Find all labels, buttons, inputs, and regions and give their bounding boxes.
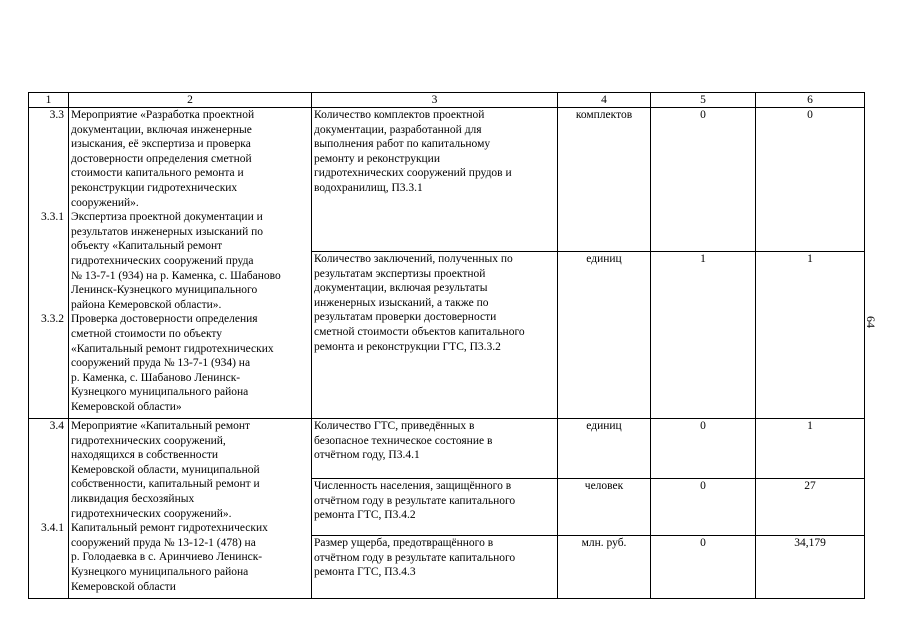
text-line: достоверности определения сметной <box>71 152 252 165</box>
text-line: сооружений». <box>71 196 139 209</box>
indicator-cell <box>312 536 558 599</box>
text-line: р. Голодаевка в с. Аринчиево Ленинск- <box>71 551 263 564</box>
value-cell: 0 <box>651 536 756 599</box>
text-line: Ленинск-Кузнецкого муниципального <box>71 284 258 297</box>
description-text <box>71 108 309 414</box>
text-line: гидротехнических сооружений пруда <box>71 254 254 267</box>
text-line: сметной стоимости объектов капитального <box>314 325 525 338</box>
header-cell: 4 <box>558 93 651 108</box>
value-cell: 34,179 <box>756 536 865 599</box>
text-line: отчётном году в результате капитального <box>314 551 516 564</box>
text-line: Экспертиза проектной документации и <box>71 211 263 224</box>
value-cell: 0 <box>651 108 756 252</box>
description-text <box>71 419 309 594</box>
text-line: сооружений пруда № 13-7-1 (934) на <box>71 357 251 370</box>
text-line: реконструкции гидротехнических <box>71 181 238 194</box>
indicator-cell <box>312 252 558 419</box>
value-cell: 0 <box>651 419 756 479</box>
indicator-text <box>314 252 555 354</box>
description-cell <box>69 419 312 599</box>
text-line: собственности, капитальный ремонт и <box>71 478 260 491</box>
header-cell: 6 <box>756 93 865 108</box>
text-line: Количество ГТС, приведённых в <box>314 420 475 432</box>
header-cell: 5 <box>651 93 756 108</box>
indicator-cell <box>312 108 558 252</box>
section-number: 3.4.1 <box>41 522 64 534</box>
text-line: стоимости капитального ремонта и <box>71 167 244 180</box>
text-line: сметной стоимости по объекту <box>71 327 223 340</box>
text-line: инженерных изысканий, а также по <box>314 296 489 309</box>
text-line: ремонта ГТС, П3.4.3 <box>314 566 416 579</box>
text-line: Капитальный ремонт гидротехнических <box>71 522 268 535</box>
indicator-text <box>314 108 555 196</box>
text-line: Кузнецкого муниципального района <box>71 386 249 399</box>
text-line: объекту «Капитальный ремонт <box>71 240 223 253</box>
unit-cell: человек <box>558 479 651 536</box>
text-line: изыскания, её экспертиза и проверка <box>71 138 251 151</box>
text-line: Проверка достоверности определения <box>71 313 258 326</box>
text-line: результатам экспертизы проектной <box>314 267 486 280</box>
unit-cell: единиц <box>558 419 651 479</box>
text-line: Мероприятие «Разработка проектной <box>71 109 255 121</box>
text-line: безопасное техническое состояние в <box>314 434 493 447</box>
text-line: Размер ущерба, предотвращённого в <box>314 537 494 549</box>
section-number-cell <box>29 419 69 599</box>
unit-cell: комплектов <box>558 108 651 252</box>
text-line: водохранилищ, П3.3.1 <box>314 181 423 194</box>
header-cell: 1 <box>29 93 69 108</box>
table-row <box>29 419 865 479</box>
text-line: Кузнецкого муниципального района <box>71 565 249 578</box>
page-number: 64 <box>864 316 878 328</box>
text-line: гидротехнических сооружений прудов и <box>314 167 512 180</box>
text-line: находящихся в собственности <box>71 449 219 462</box>
text-line: отчётном году, П3.4.1 <box>314 449 420 462</box>
value-cell: 27 <box>756 479 865 536</box>
section-number: 3.4 <box>49 420 64 432</box>
value-cell: 1 <box>651 252 756 419</box>
indicator-cell <box>312 479 558 536</box>
indicator-text <box>314 479 555 523</box>
text-line: документации, включая инженерные <box>71 123 252 136</box>
section-number: 3.3.2 <box>41 313 64 325</box>
text-line: гидротехнических сооружений, <box>71 434 226 447</box>
text-line: гидротехнических сооружений». <box>71 507 232 520</box>
header-cell: 3 <box>312 93 558 108</box>
text-line: Кемеровской области <box>71 580 176 593</box>
text-line: № 13-7-1 (934) на р. Каменка, с. Шабаново <box>71 269 281 282</box>
header-cell: 2 <box>69 93 312 108</box>
text-line: Количество заключений, полученных по <box>314 253 513 265</box>
text-line: ремонта и реконструкции ГТС, П3.3.2 <box>314 340 501 353</box>
text-line: документации, включая результаты <box>314 282 488 295</box>
indicator-cell <box>312 419 558 479</box>
description-cell <box>69 108 312 419</box>
text-line: Мероприятие «Капитальный ремонт <box>71 420 251 432</box>
header-row <box>29 93 865 108</box>
text-line: Кемеровской области» <box>71 400 182 413</box>
value-cell: 1 <box>756 419 865 479</box>
text-line: ликвидация бесхозяйных <box>71 492 195 505</box>
value-cell: 1 <box>756 252 865 419</box>
unit-cell: единиц <box>558 252 651 419</box>
section-number: 3.3.1 <box>41 211 64 223</box>
section-number-cell <box>29 108 69 419</box>
text-line: выполнения работ по капитальному <box>314 138 491 151</box>
section-number: 3.3 <box>49 109 64 121</box>
text-line: Кемеровской области, муниципальной <box>71 463 260 476</box>
text-line: сооружений пруда № 13-12-1 (478) на <box>71 536 256 549</box>
text-line: результатам проверки достоверности <box>314 311 497 324</box>
text-line: Количество комплектов проектной <box>314 109 485 121</box>
text-line: ремонта ГТС, П3.4.2 <box>314 509 416 522</box>
value-cell: 0 <box>651 479 756 536</box>
unit-cell: млн. руб. <box>558 536 651 599</box>
text-line: р. Каменка, с. Шабаново Ленинск- <box>71 371 241 384</box>
text-line: отчётном году в результате капитального <box>314 494 516 507</box>
text-line: документации, разработанной для <box>314 123 482 136</box>
text-line: района Кемеровской области». <box>71 298 222 311</box>
indicator-text <box>314 536 555 580</box>
table-row <box>29 108 865 252</box>
indicator-text <box>314 419 555 463</box>
indicators-table <box>28 92 865 599</box>
value-cell: 0 <box>756 108 865 252</box>
text-line: «Капитальный ремонт гидротехнических <box>71 342 274 355</box>
text-line: Численность населения, защищённого в <box>314 480 512 492</box>
text-line: результатов инженерных изысканий по <box>71 225 263 238</box>
text-line: ремонту и реконструкции <box>314 152 440 165</box>
